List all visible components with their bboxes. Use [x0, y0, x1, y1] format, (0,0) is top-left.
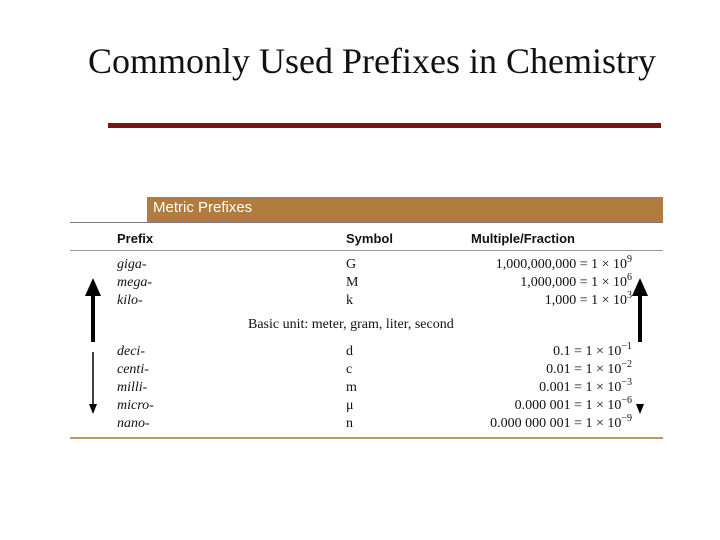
basic-unit-row: Basic unit: meter, gram, liter, second — [248, 317, 454, 332]
multiple-cell: 0.000 $001 = 1 \times 10^{-6}$ — [514, 395, 632, 413]
prefix-cell: kilo- — [117, 293, 143, 308]
symbol-cell: d — [346, 344, 353, 359]
multiple-cell: $0.1 = 1 \times 10^{-1}$ — [553, 341, 632, 359]
slide-title: Commonly Used Prefixes in Chemistry — [88, 41, 656, 81]
symbol-cell: M — [346, 275, 359, 290]
symbol-cell: G — [346, 257, 357, 272]
symbol-cell: k — [346, 293, 353, 308]
prefix-cell: micro- — [117, 398, 154, 413]
multiple-cell: $0.001 = 1 \times 10^{-3}$ — [539, 377, 632, 395]
symbol-cell: m — [346, 380, 357, 395]
prefix-cell: deci- — [117, 344, 145, 359]
symbol-cell: μ — [346, 398, 354, 413]
multiple-cell: $0.01 = 1 \times 10^{-2}$ — [546, 359, 632, 377]
symbol-cell: n — [346, 416, 353, 431]
arrow-up-icon — [85, 278, 101, 342]
multiple-cell: $1,000,000,000 = 1 \times 10^9$ — [495, 254, 632, 272]
multiple-cell: $1,000,000 = 1 \times 10^6$ — [520, 272, 632, 290]
table-title: Metric Prefixes — [153, 199, 253, 216]
column-header-multiple: Multiple/Fraction — [471, 231, 575, 246]
column-header-symbol: Symbol — [346, 231, 393, 246]
arrow-down-icon — [636, 404, 644, 414]
prefix-cell: nano- — [117, 416, 150, 431]
multiple-cell: $1,000 = 1 \times 10^3$ — [544, 290, 632, 308]
column-header-prefix: Prefix — [117, 231, 154, 246]
multiple-cell: 0.000 000 $001 = 1 \times 10^{-9}$ — [490, 413, 632, 431]
symbol-cell: c — [346, 362, 353, 377]
prefix-cell: giga- — [117, 257, 147, 272]
prefix-cell: milli- — [117, 380, 148, 395]
arrow-down-icon — [89, 352, 97, 414]
prefix-cell: mega- — [117, 275, 152, 290]
prefix-cell: centi- — [117, 362, 149, 377]
arrow-up-icon — [632, 278, 648, 342]
